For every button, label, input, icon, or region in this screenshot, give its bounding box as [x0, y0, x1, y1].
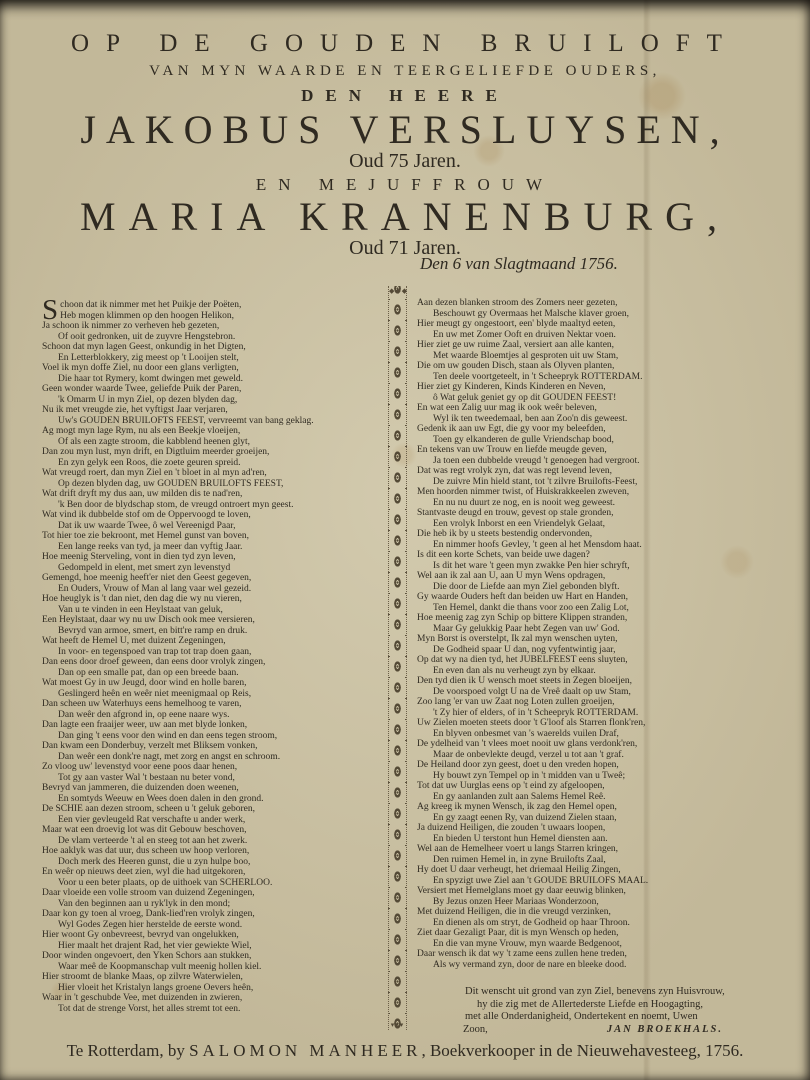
poem-line: Van u te vinden in een Heylstaat van geluk,: [58, 604, 223, 615]
poem-line: Die door de Liefde aan myn Ziel gebonden blyft.: [433, 581, 620, 592]
poem-line: Ja duizend Heiligen, die zouden 't uwaars loopen,: [417, 823, 606, 833]
poem-line: Tot dat de strenge Vorst, het alles stremt tot een.: [58, 1003, 241, 1014]
poem-line: Ten Hemel, dankt die thans voor zoo een Zalig Lot,: [433, 602, 629, 613]
poem-line: Ag mogt myn lage Rym, nu als een Beekje vloeijen,: [42, 426, 241, 436]
poem-line: Wat vreugd roert, dan myn Ziel en 't bloet in al myn ad'ren,: [42, 468, 267, 478]
poem-line: Gedompeld in elent, met smert zyn levenstyd: [58, 562, 231, 573]
poem-line: Hier meugt gy ongestoort, een' blyde maaltyd eeten,: [417, 319, 616, 329]
poem-line: Met duizend Heiligen, die in die vreugd verzinken,: [417, 907, 611, 917]
groom-name: JAKOBUS VERSLUYSEN,: [80, 107, 730, 152]
poem-line: En Letterblokkery, zig meest op 't Looijen stelt,: [58, 352, 239, 363]
poem-line: Hy doet U daar verheugt, het driemaal Heilig Zingen,: [417, 865, 621, 875]
wedding-date: Den 6 van Slagtmaand 1756.: [420, 254, 618, 273]
poem-line: Schoon dat myn lagen Geest, onkundig in het Digten,: [42, 342, 246, 352]
poem-line: En nimmer hoofs Gevley, 't geen al het Mensdom haat.: [433, 539, 642, 550]
poem-line: De Godheid spaar U dan, nog vyfentwintig jaar,: [433, 644, 616, 655]
poem-line: De vlam verteerde 't al en steeg tot aan het zwerk.: [58, 835, 248, 846]
poem-line: Dan eens door droef geween, dan eens door vrolyk zingen,: [42, 657, 266, 667]
poem-line: Dan ging 't eens voor den wind en dan eens tegen stroom,: [58, 730, 278, 741]
poem-line: Is dit een korte Schets, van beide uwe dagen?: [417, 550, 590, 560]
poem-line: Ten deele voortgeteelt, in 't Scheepryk ROTTERDAM.: [433, 371, 643, 382]
poem-line: En blyven onbesmet van 's waerelds vuilen Draf,: [433, 728, 619, 739]
poem-line: En dienen als om stryt, de Godheid op haar Throon.: [433, 917, 630, 928]
poem-line: Hoe aaklyk was dat uur, dus scheen uw hoop verloren,: [42, 846, 250, 856]
poem-line: By Jezus onzen Heer Mariaas Wonderzoon,: [433, 896, 599, 907]
poem-line: Wel aan ik zal aan U, aan U myn Wens opdragen,: [417, 571, 606, 581]
poem-line: Hoe heuglyk is 't dan niet, den dag die wy nu vieren,: [42, 594, 242, 604]
poem-line: Toen gy elkanderen de gulle Vriendschap bood,: [433, 434, 614, 445]
occasion-title: OP DE GOUDEN BRUILOFT: [71, 30, 739, 57]
poem-line: Die heb ik by u steets bestendig ondervonden,: [417, 529, 593, 539]
poem-line: Tot gy aan vaster Wal 't bestaan nu beter vond,: [58, 772, 235, 783]
bride-name: MARIA KRANENBURG,: [80, 194, 730, 239]
poem-line: En gy aanlanden zult aan Salems Hemel Reê.: [433, 791, 606, 802]
dedication-closing: Zoon,: [463, 1023, 488, 1035]
poem-line: En weêr op nieuws deet zien, wyl die had uitgekoren,: [42, 867, 246, 877]
poem-line: De SCHIE aan dezen stroom, scheen u 't geluk geboren,: [42, 804, 256, 814]
poem-line: Bevryd van armoe, smert, en bitt're ramp en druk.: [58, 625, 248, 636]
poem-line: Hier woont Gy onbevreest, bevryd van ongelukken,: [42, 930, 239, 940]
poem-line: Gemengd, hoe meenig heeft'er niet den Geest gegeven,: [42, 573, 252, 583]
poem-line: Met waarde Bloemtjes al gesproten uit uw Stam,: [433, 350, 619, 361]
poem-line: Hier ziet gy Kinderen, Kinds Kinderen en Neven,: [417, 382, 606, 392]
poem-line: Die haar tot Rymery, komt dwingen met geweld.: [58, 373, 243, 384]
poem-column-left: [42, 294, 388, 1014]
poem-line: Hier stroomt de blanke Maas, op zilvre Waterwielen,: [42, 972, 243, 982]
poem-line: De ydelheid van 't vlees moet nooit uw glans verdonk'ren,: [417, 739, 638, 749]
dedication-line: met alle Onderdanigheid, Ondertekent en noemt, Uwen: [465, 1011, 698, 1022]
poem-line: En uw met Zomer Ooft en druiven Nektar voen.: [433, 329, 616, 340]
dedication-line: Dit wenscht uit grond van zyn Ziel, benevens zyn Huisvrouw,: [465, 986, 725, 997]
poem-line: Hier vloeit het Kristalyn langs groene Oevers heên,: [58, 982, 254, 993]
publisher-name: SALOMON MANHEER: [189, 1041, 422, 1060]
poem-line: Waar meê de Koopmanschap vult meenig hollen kiel.: [58, 961, 262, 972]
poem-line: Op dat wy na dien tyd, het JUBELFEEST eens sluyten,: [417, 655, 628, 665]
poem-line: Als wy vermand zyn, door de nare en bleeke dood.: [433, 959, 627, 970]
poem-line: En wat een Zalig uur mag ik ook weêr beleven,: [417, 403, 597, 413]
fleuron-bottom-icon: ▾▾▾: [390, 1021, 405, 1029]
poem-line: Bevryd van jammeren, die duizenden doen weenen,: [42, 783, 239, 793]
author-signature: JAN BROEKHALS.: [606, 1023, 723, 1035]
poem-line: Voel ik myn doffe Ziel, nu door een glans verligten,: [42, 363, 239, 373]
poem-line: En somtyds Weeuw en Wees doen dalen in den grond.: [58, 793, 264, 804]
poem-line: Daar kon gy toen al vroeg, Dank-lied'ren vrolyk zingen,: [42, 909, 255, 919]
fleuron-top-icon: ◆◆◆: [389, 287, 409, 295]
poem-line: 'k Omarm U in myn Ziel, op dezen blyden dag,: [58, 394, 238, 405]
poem-line: Dan weêr een donk're nagt, met zorg en angst en schroom.: [58, 751, 281, 762]
groom-honorific: DEN HEERE: [301, 86, 509, 105]
poem-line: Dat ik uw waarde Twee, ô wel Vereenigd Paar,: [58, 520, 236, 531]
poem-line: Geen wonder waarde Twee, geliefde Puik der Paren,: [42, 384, 242, 394]
dedication-line: hy die zig met de Allertederste Liefde en Hoogagting,: [477, 998, 703, 1010]
poem-line: Den tyd dien ik U wensch moet steets in Zegen bloeijen,: [417, 676, 633, 686]
poem-line: Een Heylstaat, daar wy nu uw Disch ook mee versieren,: [42, 615, 255, 625]
poem-line: Dan weêr den afgrond in, op eene naare wys.: [58, 709, 230, 720]
poem-line: Hoe meenig Sterveling, vont in dien tyd zyn leven,: [42, 552, 236, 562]
poem-line: Dan lagte een fraaijer weer, uw aan met blyde lonken,: [42, 720, 248, 730]
poem-line: Men hoorden nimmer twist, of Huiskrakkeelen zweven,: [417, 487, 630, 497]
poem-line: En gy zaagt eenen Ry, van duizend Zielen staan,: [433, 812, 617, 823]
poem-line: In voor- en tegenspoed van trap tot trap doen gaan,: [58, 646, 252, 657]
poem-line: Wyl ik ten tweedemaal, ben aan Zoo'n dis geweest.: [433, 413, 628, 424]
poem-line: Wat drift dryft my dus aan, uw milden dis te nad'ren,: [42, 489, 243, 499]
poem-line: Van den beginnen aan u ryk'lyk in den mond;: [58, 898, 231, 909]
poem-line: Daar vloeide een volle stroom van duizend Zegeningen,: [42, 888, 255, 898]
poem-line: Hoe meenig zag zyn Schip op bittere Klippen stranden,: [417, 613, 628, 623]
poem-line: Tot hier toe zie bekroont, met Hemel gunst van boven,: [42, 531, 249, 541]
imprint-prefix: Te Rotterdam, by: [66, 1041, 190, 1060]
poem-line: Wyl Godes Zegen hier herstelde de eerste wond.: [58, 919, 243, 930]
bride-age: Oud 71 Jaren.: [349, 237, 461, 259]
poem-line: En die van myne Vrouw, myn waarde Bedgenoot,: [433, 938, 622, 949]
poem-line: De zuivre Min hield stant, tot 't zilvre Bruilofts-Feest,: [433, 476, 638, 487]
poem-line: ô Wat geluk geniet gy op dit GOUDEN FEEST!: [433, 392, 617, 403]
poem-line: Versiert met Hemelglans moet gy daar eeuwig blinken,: [417, 886, 626, 896]
poem-line: Waar in 't geschubde Vee, met duizenden in zwieren,: [42, 993, 243, 1003]
poem-line: Gy waarde Ouders heft dan beiden uw Hart en Handen,: [417, 592, 629, 602]
poem-line: Den ruimen Hemel in, in zyne Bruilofts Zaal,: [433, 854, 606, 865]
poem-line: De voorspoed volgt U na de Vreê daalt op uw Stam,: [433, 686, 631, 697]
poem-line: Ziet daar Gezaligt Paar, dit is myn Wensch op heden,: [417, 928, 619, 938]
dedication-block: [455, 986, 803, 1036]
poem-line: Maar wat een droevig lot was dit Gebouw beschoven,: [42, 825, 247, 835]
poem-line: Die om uw gouden Disch, staan als Olyven planten,: [417, 361, 615, 371]
poem-line: Ja toen een dubbelde vreugd 't genoegen had vergroot.: [433, 455, 640, 466]
poem-line: Of ooit gedronken, uit de zuyvre Hengstebron.: [58, 331, 236, 342]
poem-line: Dat was regt vrolyk zyn, dat was regt levend leven,: [417, 466, 612, 476]
poem-line: Een vrolyk Inborst en een Vriendelyk Gelaat,: [433, 518, 606, 529]
occasion-subtitle: VAN MYN WAARDE EN TEERGELIEFDE OUDERS,: [149, 63, 661, 79]
fleuron-divider-ornament: [388, 286, 407, 1030]
poem-line: Hier ziet ge uw ruime Zaal, versiert aan alle kanten,: [417, 340, 615, 350]
poem-line: Hy bouwt zyn Tempel op in 't midden van u Tweê;: [433, 770, 626, 781]
poem-line: Daar wensch ik dat wy 't zame eens zullen hene treden,: [417, 949, 627, 959]
poem-line: En even dan als nu verheugt zyn by elkaar.: [433, 665, 596, 676]
poem-line: Dan kwam een Donderbuy, verzelt met Bliksem vonken,: [42, 741, 258, 751]
poem-line: Zoo lang 'er van uw Zaat nog Loten zullen groeijen,: [417, 697, 615, 707]
bride-honorific: EN MEJUFFROUW: [255, 175, 555, 194]
poem-line: Uw's GOUDEN BRUILOFTS FEEST, vervreemt van bang geklag.: [58, 415, 314, 426]
poem-line: Hier maalt het drajent Rad, het vier gewiekte Wiel,: [58, 940, 252, 951]
poem-line: Wat heeft de Hemel U, met duizent Zegeningen,: [42, 636, 226, 646]
poem-line: Gedenk ik aan uw Egt, die gy voor my beleefden,: [417, 424, 606, 434]
poem-line: Maar Gy gelukkig Paar hebt Zegen van uw' God.: [433, 623, 620, 634]
poem-line: Door winden ongevoert, den Yken Schors aan stukken,: [42, 951, 252, 961]
poem-line: Of als een zagte stroom, die kabblend heenen glyt,: [58, 436, 251, 447]
poem-line: Een vier gevleugeld Rat verschafte u ander werk,: [58, 814, 246, 825]
poem-line: Tot dat uw Uurglas eens op 't eind zy afgeloopen,: [417, 781, 605, 791]
poem-line: En nu nu duurt ze nog, en is nooit weg geweest.: [433, 497, 616, 508]
poem-line: Wel aan de Hemelheer voert u langs Starren kringen,: [417, 844, 619, 854]
poem-line: De Heiland door zyn geest, doet u den vreden hopen,: [417, 760, 619, 770]
poem-line: Doch merk des Heeren gunst, die u zyn hulpe boo,: [58, 856, 251, 867]
poem-line: Ag kreeg ik mynen Wensch, ik zag den Hemel open,: [417, 802, 617, 812]
poem-line: Geslingerd heên en weêr niet meenigmaal op Reis,: [58, 688, 252, 699]
poem-line: Uw Zielen moeten steets door 't G'loof als Starren flonk'ren,: [417, 718, 646, 728]
poem-line: Aan dezen blanken stroom des Zomers neer gezeten,: [417, 298, 618, 308]
poem-line: En Ouders, Vrouw of Man al lang vaar wel gezeid.: [58, 583, 252, 594]
imprint-line: [0, 1041, 810, 1061]
poem-line: Maar de onbevlekte deugd, verzel u tot aan 't graf.: [433, 749, 624, 760]
poem-line: Myn Borst is overstelpt, Ik zal myn wenschen uyten,: [417, 634, 618, 644]
poem-line: Op dezen blyden dag, uw GOUDEN BRUILOFTS FEEST,: [58, 478, 284, 489]
poem-line: Dan scheen uw Waterhuys eens hemelhoog te varen,: [42, 699, 242, 709]
poem-line: Schoon dat ik nimmer met het Puikje der Poëten,: [42, 294, 242, 326]
poem-line: En zyn gelyk een Roos, die zoete geuren spreid.: [58, 457, 241, 468]
poem-line: En bieden U terstont hun Hemel diensten aan.: [433, 833, 608, 844]
poem-line: Is dit het ware 't geen myn zwakke Pen hier schryft,: [433, 560, 630, 571]
poem-line: 't Zy hier of elders, of in 't Scheepryk ROTTERDAM.: [433, 707, 639, 718]
poem-line: Beschouwt gy Overmaas het Malsche klaver groen,: [433, 308, 630, 319]
poem-line: Nu ik met vreugde zie, het vyftigst Jaar verjaren,: [42, 405, 228, 415]
poem-line: Zo vloog uw' levenstyd voor eene poos daar henen,: [42, 762, 238, 772]
poem-line: Wat vind ik dubbelde stof om de Oppervoogd te loven,: [42, 510, 251, 520]
poem-line: En tekens van uw Trouw en liefde meugde geven,: [417, 445, 607, 455]
poem-line: Voor u een beter plaats, op de uithoek van SCHERLOO.: [58, 877, 273, 888]
poem-column-right: [417, 298, 802, 970]
poem-line: Wat moest Gy in uw Jeugd, door wind en holle baren,: [42, 678, 247, 688]
poem-line: Heb mogen klimmen op den hoogen Helikon,: [60, 310, 235, 321]
poem-line: Ja schoon ik nimmer zo verheven heb gezeten,: [42, 321, 220, 331]
poem-line: 'k Ben door de blydschap stom, de vreugd ontroert myn geest.: [58, 499, 294, 510]
poem-line: Dan zou myn lust, myn drift, en Digtluim meerder groeijen,: [42, 447, 270, 457]
imprint-suffix: , Boekverkooper in de Nieuwehavesteeg, 1756.: [421, 1041, 744, 1060]
poem-line: Dan op een smalle pat, dan op een breede baan.: [58, 667, 239, 678]
poem-line: Een lange reeks van tyd, ja meer dan vyftig Jaar.: [58, 541, 243, 552]
poem-line: Stantvaste deugd en trouw, gevest op stale gronden,: [417, 508, 614, 518]
poem-line: En spyzigt uwe Ziel aan 't GOUDE BRUILOFS MAAL.: [433, 875, 649, 886]
groom-age: Oud 75 Jaren.: [349, 150, 461, 172]
